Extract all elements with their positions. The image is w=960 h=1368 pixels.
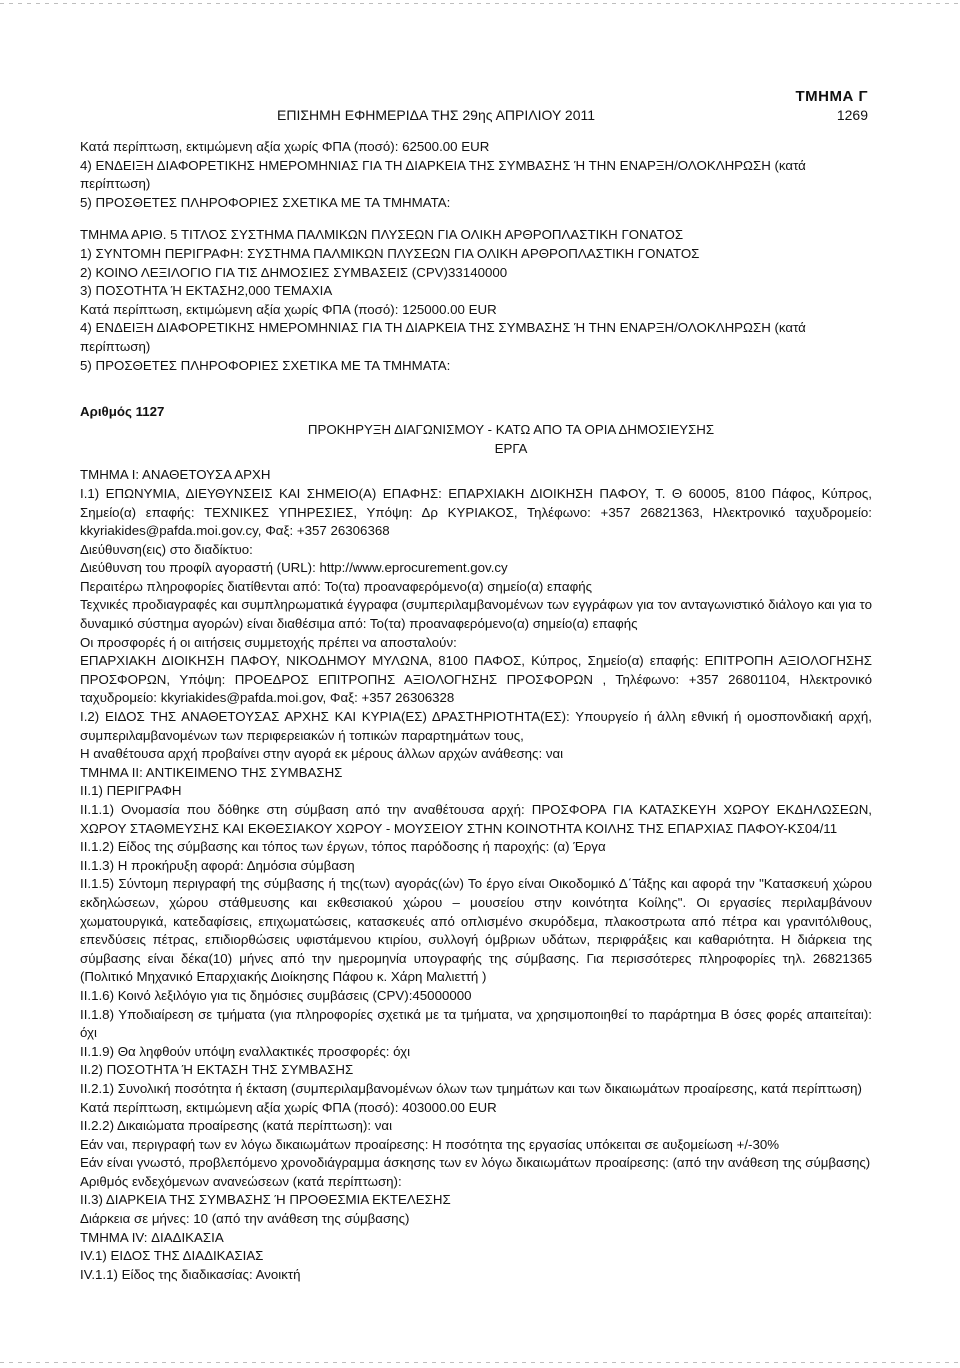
paragraph: Διεύθυνση του προφίλ αγοραστή (URL): http://www.eprocurement.gov.cy: [80, 560, 508, 576]
paragraph: ΙΙ.1.8) Υποδιαίρεση σε τμήματα (για πληροφορίες σχετικά με τα τμήματα, να χρησιμοποιηθεί το παράρτημα Β όσες φορές απαιτείται): όχι: [80, 1006, 872, 1041]
page-number: 1269: [836, 107, 868, 123]
paragraph: Κατά περίπτωση, εκτιμώμενη αξία χωρίς ΦΠΑ (ποσό): 62500.00 EUR: [80, 139, 490, 154]
paragraph: 1) ΣΥΝΤΟΜΗ ΠΕΡΙΓΡΑΦΗ: ΣΥΣΤΗΜΑ ΠΑΛΜΙΚΩΝ ΠΛΥΣΕΩΝ ΓΙΑ ΟΛΙΚΗ ΑΡΘΡΟΠΛΑΣΤΙΚΗ ΓΟΝΑΤΟΣ: [80, 245, 700, 261]
paragraph: 3) ΠΟΣΟΤΗΤΑ Ή ΕΚΤΑΣΗ2,000 ΤΕΜΑΧΙΑ: [80, 283, 333, 299]
notice-title: [230, 421, 872, 458]
paragraph: Οι προσφορές ή οι αιτήσεις συμμετοχής πρέπει να αποσταλούν:: [80, 634, 457, 650]
paragraph: ΙΙ.1.3) Η προκήρυξη αφορά: Δημόσια σύμβαση: [80, 857, 355, 873]
journal-title: ΕΠΙΣΗΜΗ ΕΦΗΜΕΡΙΔΑ ΤΗΣ 29ης ΑΠΡΙΛΙΟΥ 2011: [277, 107, 596, 123]
paragraph: Διάρκεια σε μήνες: 10 (από την ανάθεση της σύμβασης): [80, 1211, 410, 1227]
paragraph: ΙΙ.1) ΠΕΡΙΓΡΑΦΗ: [80, 783, 182, 799]
paragraph: ΙΙ.1.5) Σύντομη περιγραφή της σύμβασης ή της(των) αγοράς(ών) Το έργο είναι Οικοδομικό Δ΄Τάξης και αφορά την "Κατασκευή χώρου εκδηλώσεων, χώρου στάθμευσης και εκθεσιακού χώρου – μουσείου στην κοινότητα Κοίλης". Οι εργασίες περιλαμβάνουν χωματουργικά, κατεδαφίσεις, επιχωματώσεις, κατασκευές από οπλισμένο σκυρόδεμα, πλακοστρωτα από πέτρα και γρανιτόλιθους, επενδύσεις πέτρας, επιδιορθώσεις υφιστάμενου κτιρίου, συλλογή όμβριων υδάτων, περιφράξεις και καθαριότητα. Η διάρκεια της σύμβασης είναι δέκα(10) μήνες από την ημερομηνία υπογραφής της σύμβασης. Για περισσότερες πληροφορίες τηλ. 26821365 (Πολιτικό Μηχανικό Επαρχιακής Διοίκησης Πάφου κ. Χάρη Μαλιεττή ): [80, 876, 872, 985]
paragraph: Εάν ναι, περιγραφή των εν λόγω δικαιωμάτων προαίρεσης: Η ποσότητα της εργασίας υπόκειται σε αυξομείωση +/-30%: [80, 1136, 780, 1152]
paragraph: ΙΙ.2.2) Δικαιώματα προαίρεσης (κατά περίπτωση): ναι: [80, 1118, 393, 1134]
paragraph: 5) ΠΡΟΣΘΕΤΕΣ ΠΛΗΡΟΦΟΡΙΕΣ ΣΧΕΤΙΚΑ ΜΕ ΤΑ ΤΜΗΜΑΤΑ:: [80, 194, 451, 210]
paragraph: Διεύθυνση(εις) στο διαδίκτυο:: [80, 541, 253, 557]
notice-number: Αριθμός 1127: [80, 404, 165, 420]
notice-title-line1: ΠΡΟΚΗΡΥΞΗ ΔΙΑΓΩΝΙΣΜΟΥ - ΚΑΤΩ ΑΠΟ ΤΑ ΟΡΙΑ ΔΗΜΟΣΙΕΥΣΗΣ: [307, 422, 715, 438]
paragraph: ΙΙ.1.2) Είδος της σύμβασης και τόπος των έργων, τόπος παρόδοσης ή παροχής: (α) Έργα: [80, 839, 606, 855]
paragraph: ΙΙ.1.1) Ονομασία που δόθηκε στη σύμβαση από την αναθέτουσα αρχή: ΠΡΟΣΦΟΡΑ ΓΙΑ ΚΑΤΑΣΚΕΥΗ ΧΩΡΟΥ ΕΚΔΗΛΩΣΕΩΝ, ΧΩΡΟΥ ΣΤΑΘΜΕΥΣΗΣ ΚΑΙ ΕΚΘΕΣΙΑΚΟΥ ΧΩΡΟΥ - ΜΟΥΣΕΙΟΥ ΣΤΗΝ ΚΟΙΝΟΤΗΤΑ ΚΟΙΛΗΣ ΤΗΣ ΕΠΑΡΧΙΑΣ ΠΑΦΟΥ-ΚΣ04/11: [80, 802, 872, 836]
paragraph: Περαιτέρω πληροφορίες διατίθενται από: Το(τα) προαναφερόμενο(α) σημείο(α) επαφής: [80, 578, 593, 594]
paragraph: Κατά περίπτωση, εκτιμώμενη αξία χωρίς ΦΠΑ (ποσό): 125000.00 EUR: [80, 301, 497, 317]
paragraph: Ι.2) ΕΙΔΟΣ ΤΗΣ ΑΝΑΘΕΤΟΥΣΑΣ ΑΡΧΗΣ ΚΑΙ ΚΥΡΙΑ(ΕΣ) ΔΡΑΣΤΗΡΙΟΤΗΤΑ(ΕΣ): Υπουργείο ή άλλη εθνική ή ομοσπονδιακή αρχή, συμπεριλαμβανομένων των περιφερειακών ή τοπικών παραρτημάτων τους,: [80, 709, 872, 743]
paragraph: ΙΙ.2.1) Συνολική ποσότητα ή έκταση (συμπεριλαμβανομένων όλων των τμημάτων και των δικαιωμάτων προαίρεσης, κατά περίπτωση): [80, 1080, 862, 1096]
paragraph: ΤΜΗΜΑ ΑΡΙΘ. 5 ΤΙΤΛΟΣ ΣΥΣΤΗΜΑ ΠΑΛΜΙΚΩΝ ΠΛΥΣΕΩΝ ΓΙΑ ΟΛΙΚΗ ΑΡΘΡΟΠΛΑΣΤΙΚΗ ΓΟΝΑΤΟΣ: [80, 227, 684, 243]
section-heading: ΤΜΗΜΑ IV: ΔΙΑΔΙΚΑΣΙΑ: [80, 1229, 224, 1245]
section-label: ΤΜΗΜΑ Γ: [795, 88, 868, 105]
paragraph: 4) ΕΝΔΕΙΞΗ ΔΙΑΦΟΡΕΤΙΚΗΣ ΗΜΕΡΟΜΗΝΙΑΣ ΓΙΑ ΤΗ ΔΙΑΡΚΕΙΑ ΤΗΣ ΣΥΜΒΑΣΗΣ Ή ΤΗΝ ΕΝΑΡΞΗ/ΟΛΟΚΛΗΡΩΣΗ (κατά περίπτωση): [80, 320, 806, 354]
notice-title-line2: ΕΡΓΑ: [494, 440, 528, 456]
paragraph: ΙΙ.2) ΠΟΣΟΤΗΤΑ Ή ΕΚΤΑΣΗ ΤΗΣ ΣΥΜΒΑΣΗΣ: [80, 1062, 354, 1078]
paragraph: Αριθμός ενδεχόμενων ανανεώσεων (κατά περίπτωση):: [80, 1173, 402, 1189]
paragraph: ΤΜΗΜΑ Ι: ΑΝΑΘΕΤΟΥΣΑ ΑΡΧΗ: [80, 467, 271, 483]
paragraph: IV.1.1) Είδος της διαδικασίας: Ανοικτή: [80, 1266, 301, 1282]
paragraph: Κατά περίπτωση, εκτιμώμενη αξία χωρίς ΦΠΑ (ποσό): 403000.00 EUR: [80, 1099, 497, 1115]
paragraph: ΕΠΑΡΧΙΑΚΗ ΔΙΟΙΚΗΣΗ ΠΑΦΟΥ, ΝΙΚΟΔΗΜΟΥ ΜΥΛΩΝΑ, 8100 ΠΑΦΟΣ, Κύπρος, Σημείο(α) επαφής: ΕΠΙΤΡΟΠΗ ΑΞΙΟΛΟΓΗΣΗΣ ΠΡΟΣΦΟΡΩΝ, Υπόψη: ΠΡΟΕΔΡΟΣ ΕΠΙΤΡΟΠΗΣ ΑΞΙΟΛΟΓΗΣΗΣ ΠΡΟΣΦΟΡΩΝ , Τηλέφωνο: +357 26801104, Ηλεκτρονικό ταχυδρομείο: kkyriakides@pafda.moi.gov, Φαξ: +357 26306328: [80, 653, 872, 706]
scan-edge-bottom: [0, 1362, 960, 1363]
paragraph: Τεχνικές προδιαγραφές και συμπληρωματικά έγγραφα (συμπεριλαμβανομένων των εγγράφων για τον ανταγωνιστικό διάλογο και για το δυναμικό σύστημα αγορών) είναι διαθέσιμα από: Το(τα) προαναφερόμενο(α) σημείο(α) επαφής: [80, 597, 872, 632]
paragraph: IV.1) ΕΙΔΟΣ ΤΗΣ ΔΙΑΔΙΚΑΣΙΑΣ: [80, 1248, 264, 1264]
paragraph: Ι.1) ΕΠΩΝΥΜΙΑ, ΔΙΕΥΘΥΝΣΕΙΣ ΚΑΙ ΣΗΜΕΙΟ(Α) ΕΠΑΦΗΣ: ΕΠΑΡΧΙΑΚΗ ΔΙΟΙΚΗΣΗ ΠΑΦΟΥ, Τ. Θ 60005, 8100 Πάφος, Κύπρος, Σημείο(α) επαφής: ΤΕΧΝΙΚΕΣ ΥΠΗΡΕΣΙΕΣ, Υπόψη: Δρ ΚΥΡΙΑΚΟΣ, Τηλέφωνο: +357 26821363, Ηλεκτρονικό ταχυδρομείο: kkyriakides@pafda.moi.gov.cy, Φαξ: +357 26306368: [80, 485, 872, 539]
paragraph: 2) ΚΟΙΝΟ ΛΕΞΙΛΟΓΙΟ ΓΙΑ ΤΙΣ ΔΗΜΟΣΙΕΣ ΣΥΜΒΑΣΕΙΣ (CPV)33140000: [80, 264, 508, 280]
paragraph: 4) ΕΝΔΕΙΞΗ ΔΙΑΦΟΡΕΤΙΚΗΣ ΗΜΕΡΟΜΗΝΙΑΣ ΓΙΑ ΤΗ ΔΙΑΡΚΕΙΑ ΤΗΣ ΣΥΜΒΑΣΗΣ Ή ΤΗΝ ΕΝΑΡΞΗ/ΟΛΟΚΛΗΡΩΣΗ (κατά περίπτωση): [80, 157, 806, 192]
document-body: [80, 138, 872, 1284]
paragraph: ΙΙ.1.9) Θα ληφθούν υπόψη εναλλακτικές προσφορές: όχι: [80, 1043, 411, 1059]
paragraph: Εάν είναι γνωστό, προβλεπόμενο χρονοδιάγραμμα άσκησης των εν λόγω δικαιωμάτων προαίρεσης: (από την ανάθεση της σύμβασης): [80, 1155, 871, 1171]
scan-edge-top: [0, 3, 960, 4]
paragraph: Η αναθέτουσα αρχή προβαίνει στην αγορά εκ μέρους άλλων αρχών ανάθεσης: ναι: [80, 746, 564, 762]
section-heading: ΤΜΗΜΑ ΙΙ: ΑΝΤΙΚΕΙΜΕΝΟ ΤΗΣ ΣΥΜΒΑΣΗΣ: [80, 764, 343, 780]
paragraph: 5) ΠΡΟΣΘΕΤΕΣ ΠΛΗΡΟΦΟΡΙΕΣ ΣΧΕΤΙΚΑ ΜΕ ΤΑ ΤΜΗΜΑΤΑ:: [80, 357, 451, 373]
notice-header: [80, 403, 872, 458]
paragraph: ΙΙ.3) ΔΙΑΡΚΕΙΑ ΤΗΣ ΣΥΜΒΑΣΗΣ Ή ΠΡΟΘΕΣΜΙΑ ΕΚΤΕΛΕΣΗΣ: [80, 1192, 451, 1208]
paragraph: ΙΙ.1.6) Κοινό λεξιλόγιο για τις δημόσιες συμβάσεις (CPV):45000000: [80, 987, 472, 1003]
